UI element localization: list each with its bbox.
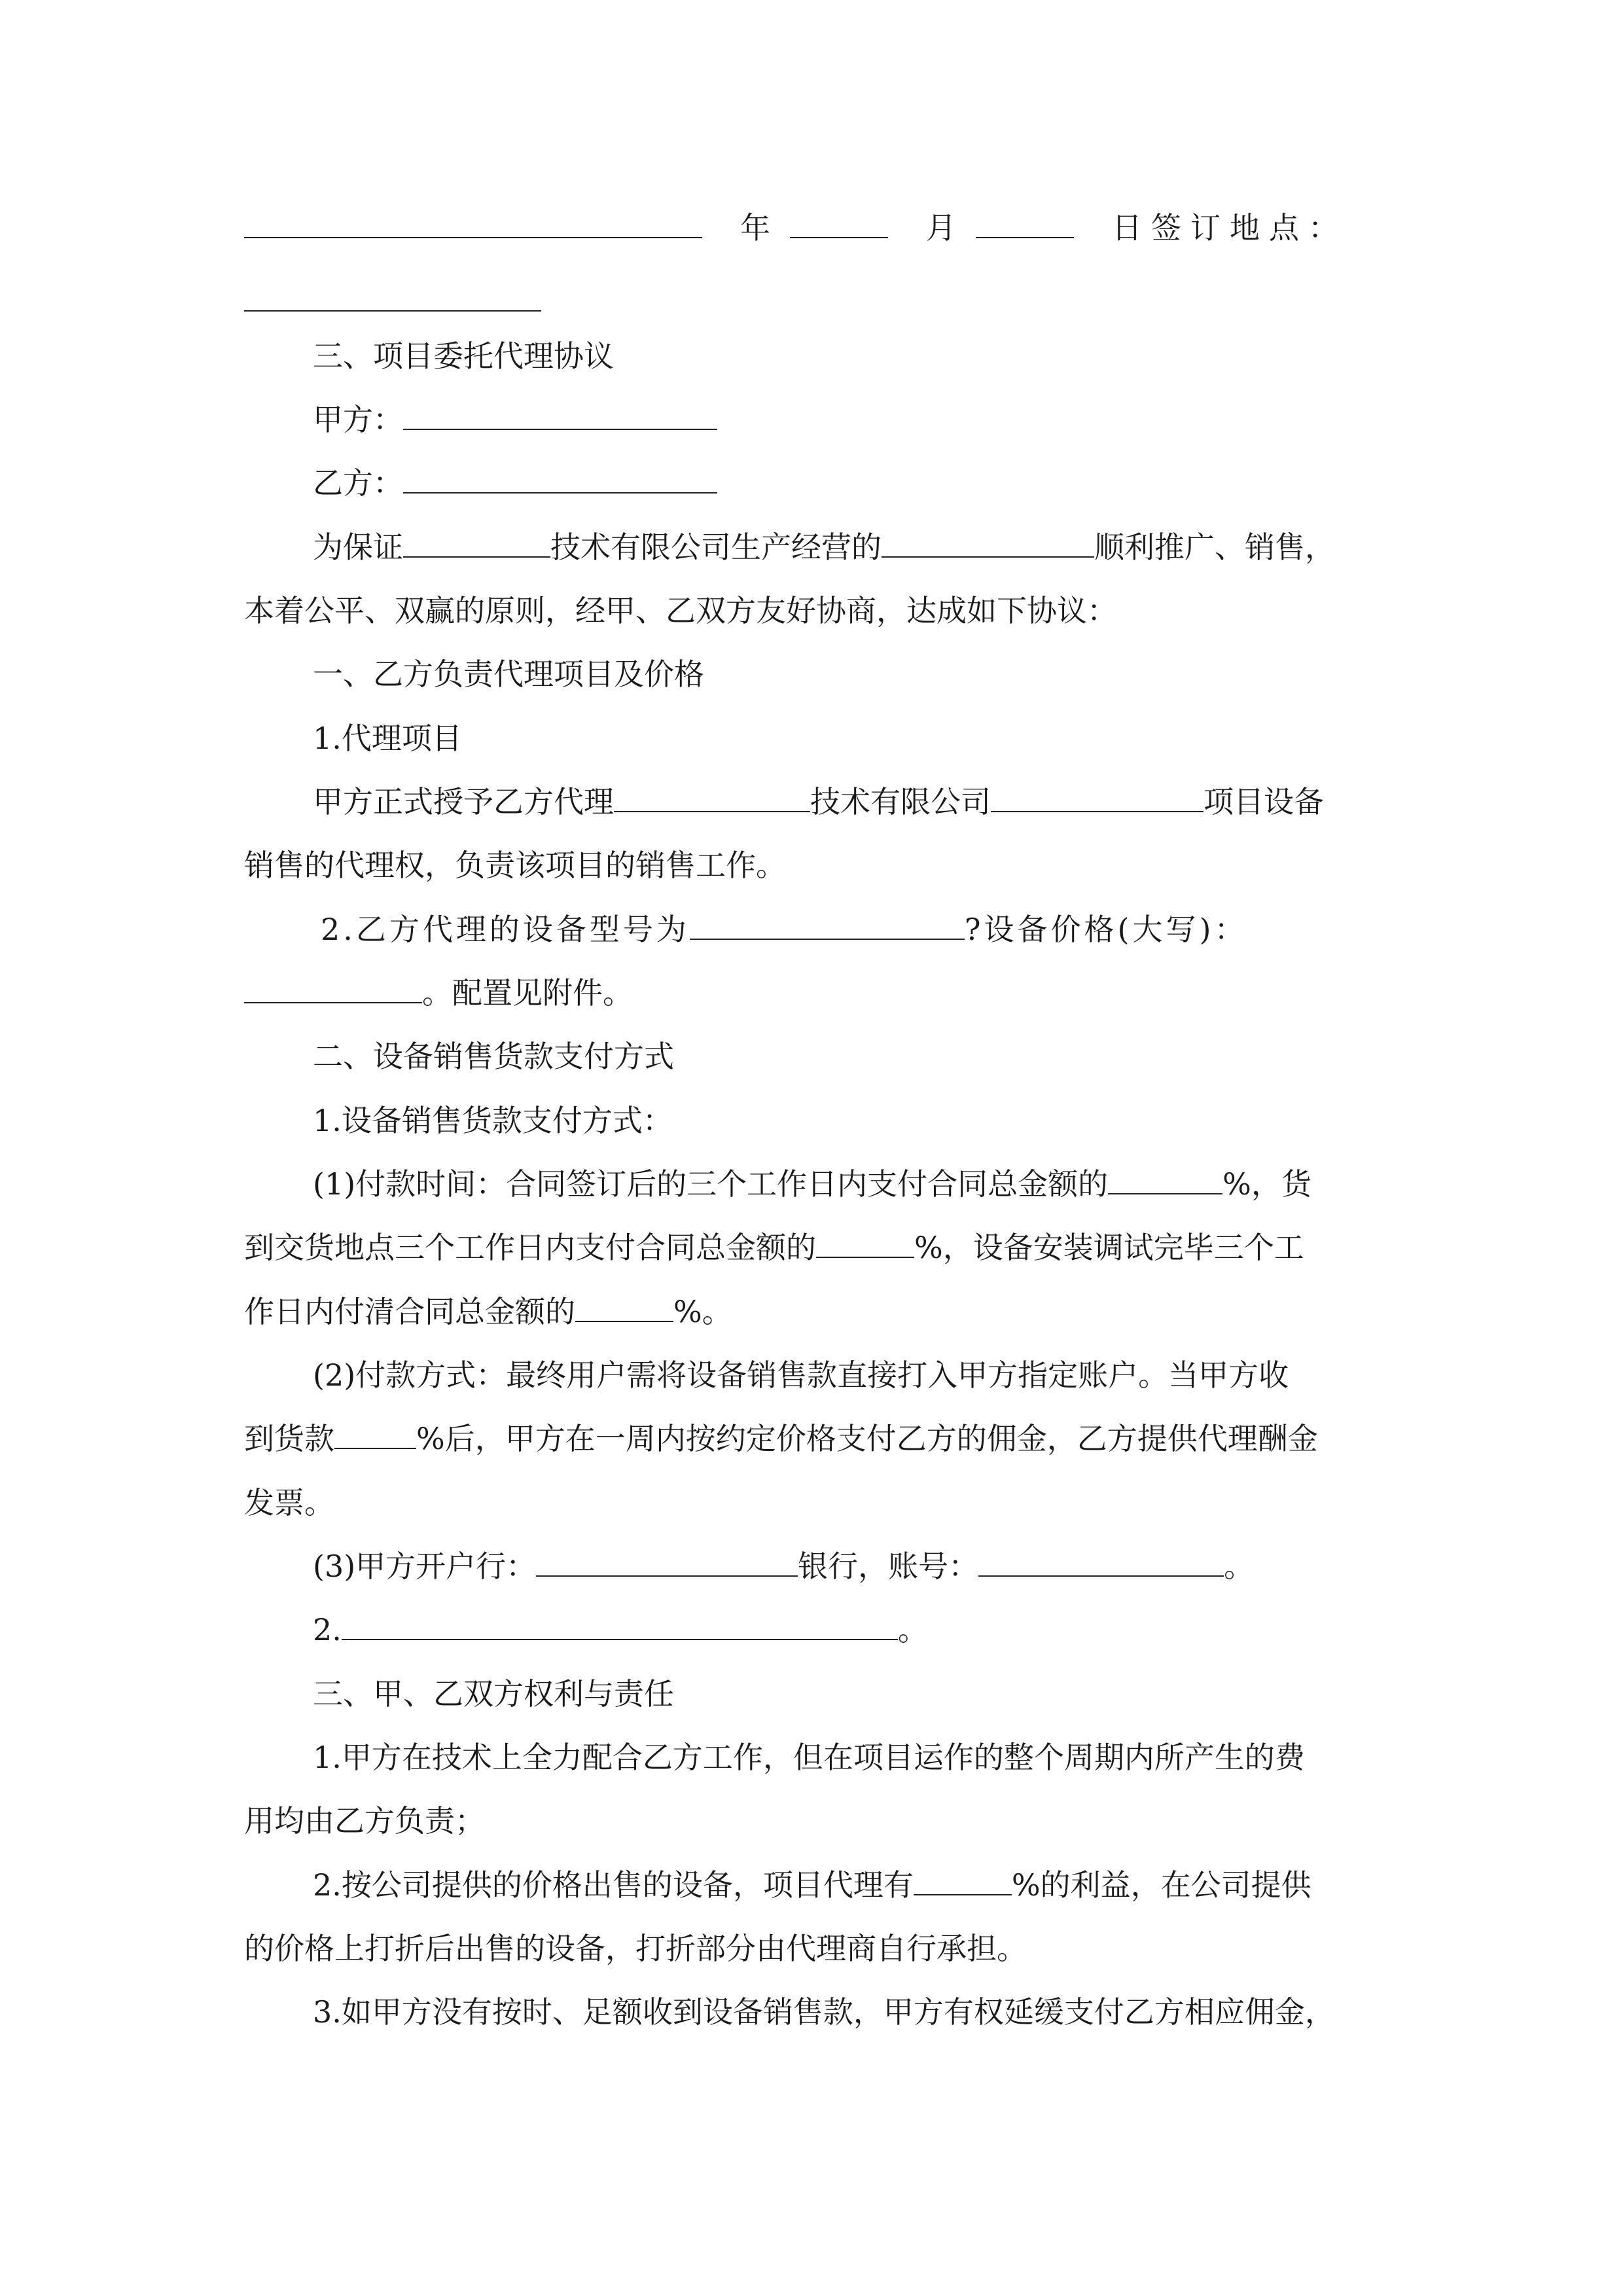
blank-field (614, 782, 810, 812)
paragraph-text: %，货 (1222, 1166, 1311, 1202)
month-label: 月 (926, 210, 956, 245)
intro-line-1 (313, 528, 1335, 567)
paragraph-text: %。 (673, 1294, 732, 1329)
party-b-label: 乙方： (313, 465, 403, 501)
blank-field (690, 910, 965, 940)
section2-item2 (313, 1610, 928, 1649)
payment-time-line1 (313, 1164, 1311, 1204)
section2-item1: 1.设备销售货款支付方式： (313, 1103, 673, 1138)
paragraph-text: (1)付款时间：合同签订后的三个工作日内支付合同总金额的 (313, 1166, 1109, 1202)
rights-item3-line1: 3.如甲方没有按时、足额收到设备销售款，甲方有权延缓支付乙方相应佣金， (313, 1994, 1335, 2030)
intro-text: 顺利推广、销售， (1094, 529, 1335, 565)
blank-field (403, 400, 717, 430)
intro-text: 技术有限公司生产经营的 (550, 529, 882, 565)
section3-heading: 三、甲、乙双方权利与责任 (313, 1676, 674, 1712)
sign-place-blank-line (244, 281, 541, 321)
rights-item1-line2: 用均由乙方负责； (244, 1803, 485, 1839)
blank-field (790, 208, 888, 238)
payment-time-line3 (244, 1292, 732, 1331)
sign-place-label: 日签订地点： (1112, 210, 1347, 245)
blank-field (914, 1865, 1012, 1895)
blank-field (575, 1292, 673, 1322)
paragraph-text: (3)甲方开户行： (313, 1549, 537, 1584)
paragraph-text: 到货款 (244, 1421, 334, 1456)
blank-field (244, 281, 541, 312)
payment-method-line1: (2)付款方式：最终用户需将设备销售款直接打入甲方指定账户。当甲方收 (313, 1357, 1289, 1393)
blank-field (976, 208, 1074, 238)
blank-field (244, 973, 422, 1003)
section1-item2-line2 (244, 973, 633, 1013)
paragraph-text: 。 (897, 1612, 928, 1647)
section1-item1-title: 1.代理项目 (313, 721, 462, 756)
section1-item1-line2: 销售的代理权，负责该项目的销售工作。 (244, 848, 786, 883)
section1-item2-line1 (321, 910, 1247, 949)
paragraph-text: 。 (1224, 1549, 1255, 1584)
signing-date-line (244, 208, 1347, 247)
paragraph-text: 银行，账号： (798, 1549, 979, 1584)
blank-field (334, 1419, 416, 1449)
paragraph-text: 作日内付清合同总金额的 (244, 1294, 575, 1329)
section2-heading: 二、设备销售货款支付方式 (313, 1039, 674, 1074)
intro-line-2: 本着公平、双赢的原则，经甲、乙双方友好协商，达成如下协议： (244, 593, 1117, 628)
paragraph-text: 2.按公司提供的价格出售的设备，项目代理有 (313, 1867, 914, 1903)
paragraph-text: 甲方正式授予乙方代理 (313, 784, 614, 819)
paragraph-text: 2.乙方代理的设备型号为 (321, 912, 690, 947)
intro-text: 为保证 (313, 529, 403, 565)
blank-field (991, 782, 1204, 812)
section1-heading: 一、乙方负责代理项目及价格 (313, 656, 704, 692)
blank-field (536, 1547, 798, 1577)
blank-field (342, 1610, 898, 1640)
rights-item1-line1: 1.甲方在技术上全力配合乙方工作，但在项目运作的整个周期内所产生的费 (313, 1740, 1305, 1775)
blank-field (978, 1547, 1224, 1577)
party-b-line (313, 463, 717, 503)
rights-item2-line2: 的价格上打折后出售的设备，打折部分由代理商自行承担。 (244, 1931, 1027, 1966)
year-label: 年 (740, 210, 770, 245)
paragraph-text: 。配置见附件。 (422, 975, 633, 1011)
blank-field (816, 1228, 914, 1258)
blank-field (403, 528, 550, 558)
blank-field (244, 208, 702, 238)
blank-field (882, 528, 1094, 558)
party-a-line (313, 400, 717, 439)
payment-method-line2 (244, 1419, 1318, 1458)
section1-item1-line1 (313, 782, 1324, 821)
paragraph-text: %，设备安装调试完毕三个工 (914, 1230, 1304, 1265)
agreement-title: 三、项目委托代理协议 (313, 338, 614, 374)
paragraph-text: %后，甲方在一周内按约定价格支付乙方的佣金，乙方提供代理酬金 (416, 1421, 1318, 1456)
paragraph-text: 到交货地点三个工作日内支付合同总金额的 (244, 1230, 816, 1265)
payment-method-line3: 发票。 (244, 1485, 334, 1520)
paragraph-text: 项目设备 (1204, 784, 1324, 819)
blank-field (403, 463, 717, 493)
paragraph-text: 技术有限公司 (810, 784, 991, 819)
paragraph-text: ?设备价格(大写)： (964, 912, 1248, 947)
party-a-label: 甲方： (313, 402, 403, 437)
blank-field (1108, 1164, 1222, 1194)
rights-item2-line1 (313, 1865, 1311, 1905)
paragraph-text: 2. (313, 1612, 342, 1647)
bank-account-line (313, 1547, 1254, 1586)
payment-time-line2 (244, 1228, 1304, 1267)
paragraph-text: %的利益，在公司提供 (1011, 1867, 1311, 1903)
